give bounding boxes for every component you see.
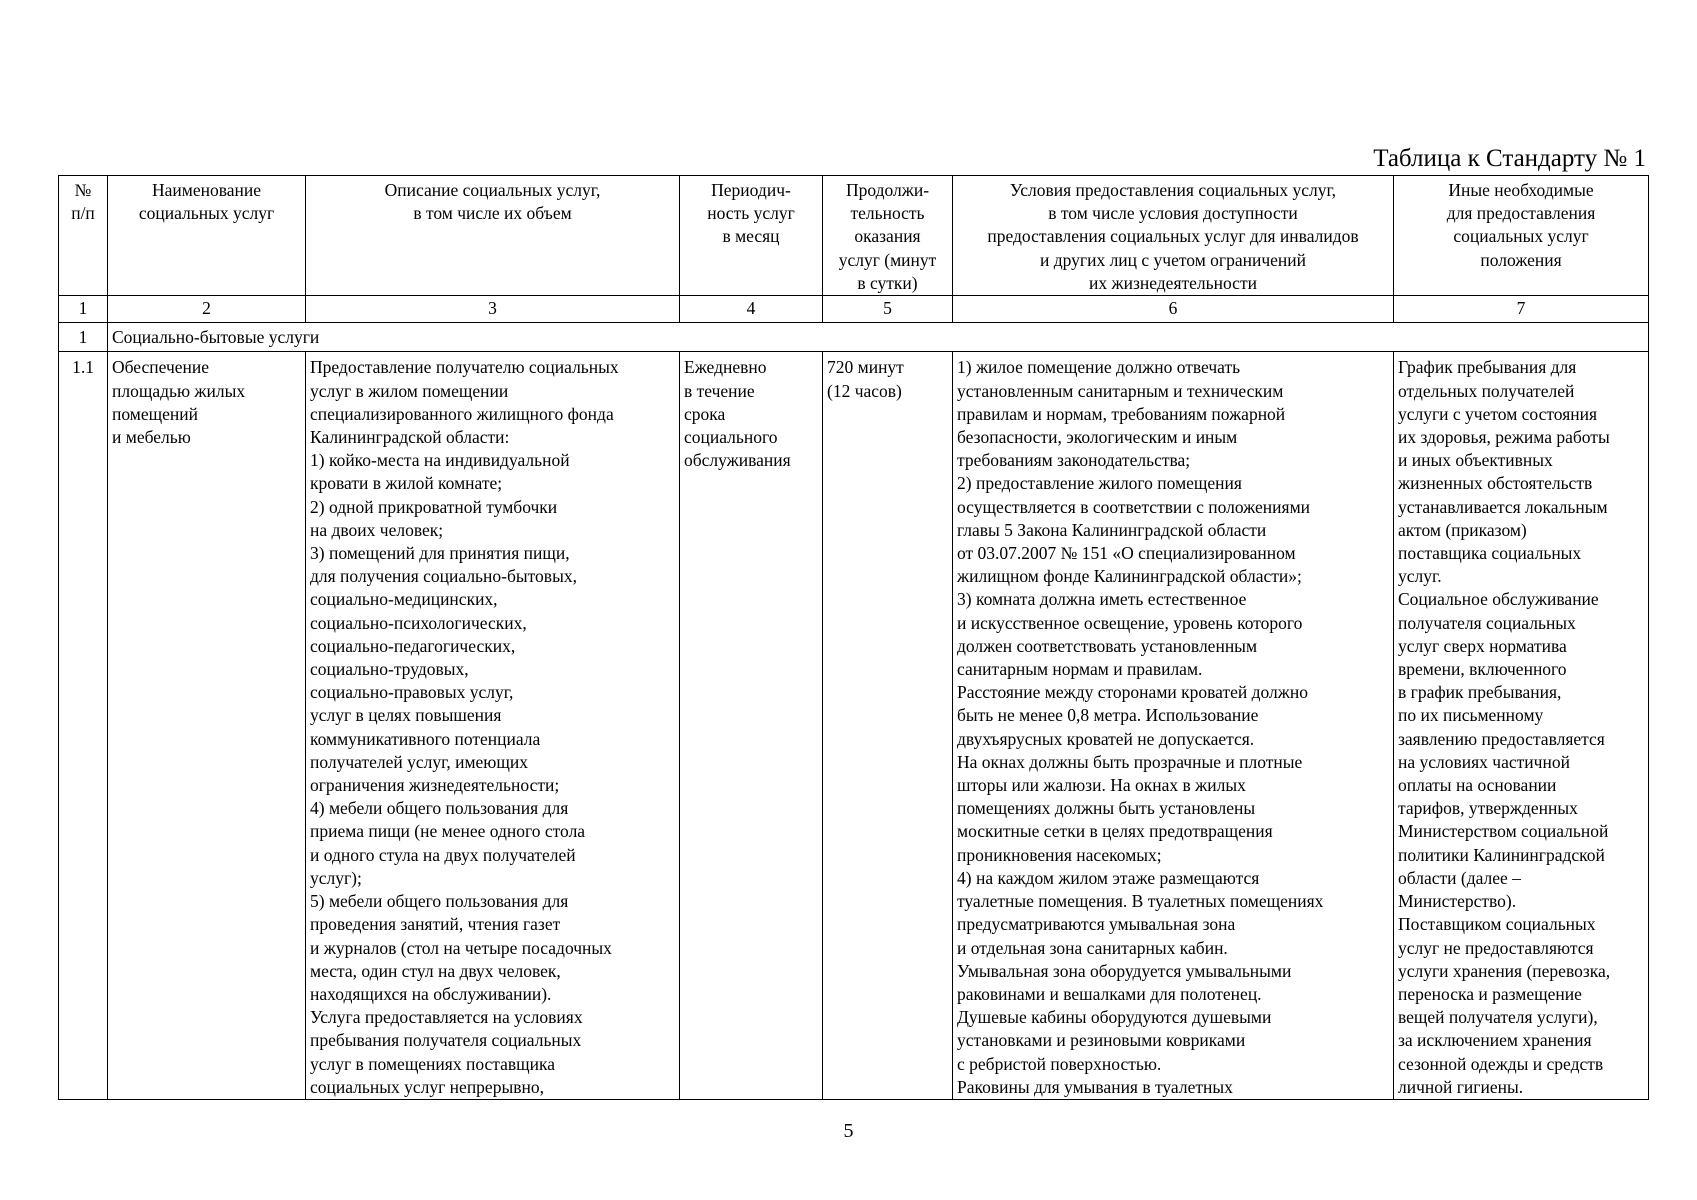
- standard-table: [58, 175, 1649, 1100]
- conditions-cell: 1) жилое помещение должно отвечать установленным санитарным и техническим правилам и нормам, требованиям пожарной безопасности, экологическим и иным требованиям законодательства; 2) предоставление жилого помещения осуществляется в соответствии с положениями главы 5 Закона Калининградской области от 03.07.2007 № 151 «О специализированном жилищном фонде Калининградской области»; 3) комната должна иметь естественное и искусственное освещение, уровень которого должен соответствовать установленным санитарным нормам и правилам. Расстояние между сторонами кроватей должно быть не менее 0,8 метра. Использование двухъярусных кроватей не допускается. На окнах должны быть прозрачные и плотные шторы или жалюзи. На окнах в жилых помещениях должны быть установлены москитные сетки в целях предотвращения проникновения насекомых; 4) на каждом жилом этаже размещаются туалетные помещения. В туалетных помещениях предусматриваются умывальная зона и отдельная зона санитарных кабин. Умывальная зона оборудуется умывальными раковинами и вешалками для полотенец. Душевые кабины оборудуются душевыми установками и резиновыми ковриками с ребристой поверхностью. Раковины для умывания в туалетных: [953, 352, 1394, 1100]
- header-cell-duration: Продолжи- тельность оказания услуг (минут в сутки): [823, 176, 953, 296]
- table-row: [59, 352, 1649, 1100]
- table-caption: Таблица к Стандарту № 1: [1373, 145, 1646, 172]
- page-number: 5: [843, 1120, 854, 1142]
- column-number-cell: 5: [823, 296, 953, 323]
- column-number-cell: 1: [59, 296, 108, 323]
- column-number-cell: 2: [108, 296, 306, 323]
- column-number-cell: 3: [306, 296, 680, 323]
- section-number: 1: [59, 323, 108, 352]
- row-number: 1.1: [59, 352, 108, 1100]
- header-cell-description: Описание социальных услуг, в том числе их объем: [306, 176, 680, 296]
- column-number-cell: 7: [1394, 296, 1649, 323]
- header-cell-periodicity: Периодич- ность услуг в месяц: [680, 176, 823, 296]
- duration-cell: 720 минут (12 часов): [823, 352, 953, 1100]
- header-cell-other: Иные необходимые для предоставления социальных услуг положения: [1394, 176, 1649, 296]
- service-name-cell: Обеспечение площадью жилых помещений и мебелью: [108, 352, 306, 1100]
- periodicity-cell: Ежедневно в течение срока социального обслуживания: [680, 352, 823, 1100]
- header-cell-number: № п/п: [59, 176, 108, 296]
- column-number-cell: 4: [680, 296, 823, 323]
- column-number-row: [59, 296, 1649, 323]
- other-provisions-cell: График пребывания для отдельных получателей услуги с учетом состояния их здоровья, режима работы и иных объективных жизненных обстоятельств устанавливается локальным актом (приказом) поставщика социальных услуг. Социальное обслуживание получателя социальных услуг сверх норматива времени, включенного в график пребывания, по их письменному заявлению предоставляется на условиях частичной оплаты на основании тарифов, утвержденных Министерством социальной политики Калининградской области (далее – Министерство). Поставщиком социальных услуг не предоставляются услуги хранения (перевозка, переноска и размещение вещей получателя услуги), за исключением хранения сезонной одежды и средств личной гигиены.: [1394, 352, 1649, 1100]
- section-row: [59, 323, 1649, 352]
- column-number-cell: 6: [953, 296, 1394, 323]
- section-title: Социально-бытовые услуги: [108, 323, 1649, 352]
- service-description-cell: Предоставление получателю социальных услуг в жилом помещении специализированного жилищного фонда Калининградской области: 1) койко-места на индивидуальной кровати в жилой комнате; 2) одной прикроватной тумбочки на двоих человек; 3) помещений для принятия пищи, для получения социально-бытовых, социально-медицинских, социально-психологических, социально-педагогических, социально-трудовых, социально-правовых услуг, услуг в целях повышения коммуникативного потенциала получателей услуг, имеющих ограничения жизнедеятельности; 4) мебели общего пользования для приема пищи (не менее одного стола и одного стула на двух получателей услуг); 5) мебели общего пользования для проведения занятий, чтения газет и журналов (стол на четыре посадочных места, один стул на двух человек, находящихся на обслуживании). Услуга предоставляется на условиях пребывания получателя социальных услуг в помещениях поставщика социальных услуг непрерывно,: [306, 352, 680, 1100]
- header-cell-conditions: Условия предоставления социальных услуг, в том числе условия доступности предоставления социальных услуг для инвалидов и других лиц с учетом ограничений их жизнедеятельности: [953, 176, 1394, 296]
- header-cell-service-name: Наименование социальных услуг: [108, 176, 306, 296]
- table-header-row: [59, 176, 1649, 296]
